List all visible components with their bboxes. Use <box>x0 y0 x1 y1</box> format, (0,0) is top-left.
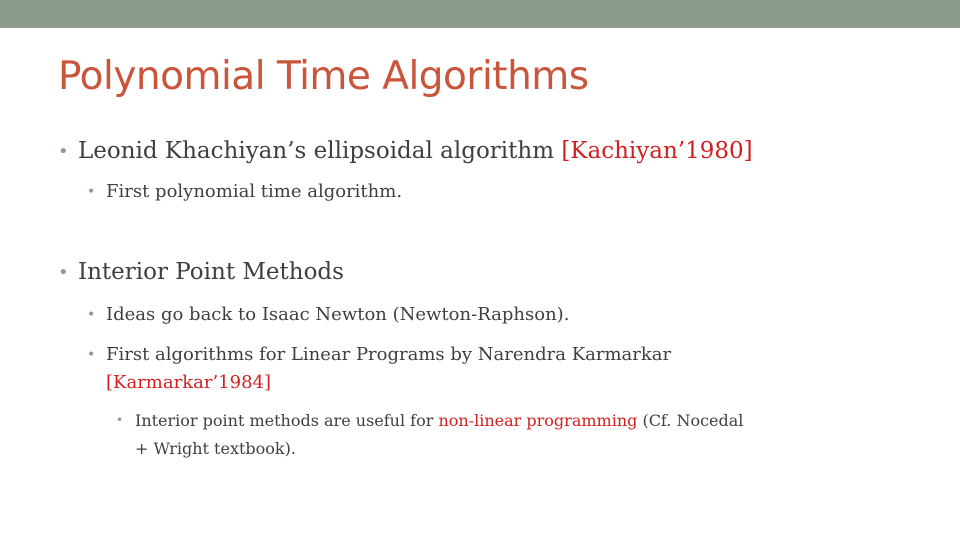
bullet-interior-point: Interior Point Methods <box>78 259 344 285</box>
highlight-nonlinear-programming: non-linear programming <box>438 411 638 430</box>
slide-title: Polynomial Time Algorithms <box>58 54 589 99</box>
bullet-text: Leonid Khachiyan’s ellipsoidal algorithm <box>78 138 562 164</box>
bullet-marker: • <box>58 262 69 283</box>
bullet-marker: • <box>116 413 124 427</box>
sub-bullet-newton: Ideas go back to Isaac Newton (Newton-Raphson). <box>106 304 570 325</box>
sub-bullet-karmarkar: First algorithms for Linear Programs by Narendra Karmarkar <box>106 344 672 365</box>
text-pre: Interior point methods are useful for <box>135 411 439 430</box>
sub-sub-bullet-nonlinear <box>135 411 743 430</box>
bullet-marker: • <box>58 141 69 162</box>
top-accent-band <box>0 0 960 28</box>
sub-sub-bullet-line2: + Wright textbook). <box>135 439 296 458</box>
bullet-marker: • <box>87 184 96 200</box>
bullet-khachiyan <box>78 138 753 164</box>
text-post: (Cf. Nocedal <box>637 411 744 430</box>
bullet-marker: • <box>87 347 96 363</box>
citation-kachiyan: [Kachiyan’1980] <box>561 138 753 164</box>
bullet-marker: • <box>87 307 96 323</box>
sub-bullet-first-polynomial: First polynomial time algorithm. <box>106 181 403 202</box>
citation-karmarkar: [Karmarkar’1984] <box>106 372 272 393</box>
